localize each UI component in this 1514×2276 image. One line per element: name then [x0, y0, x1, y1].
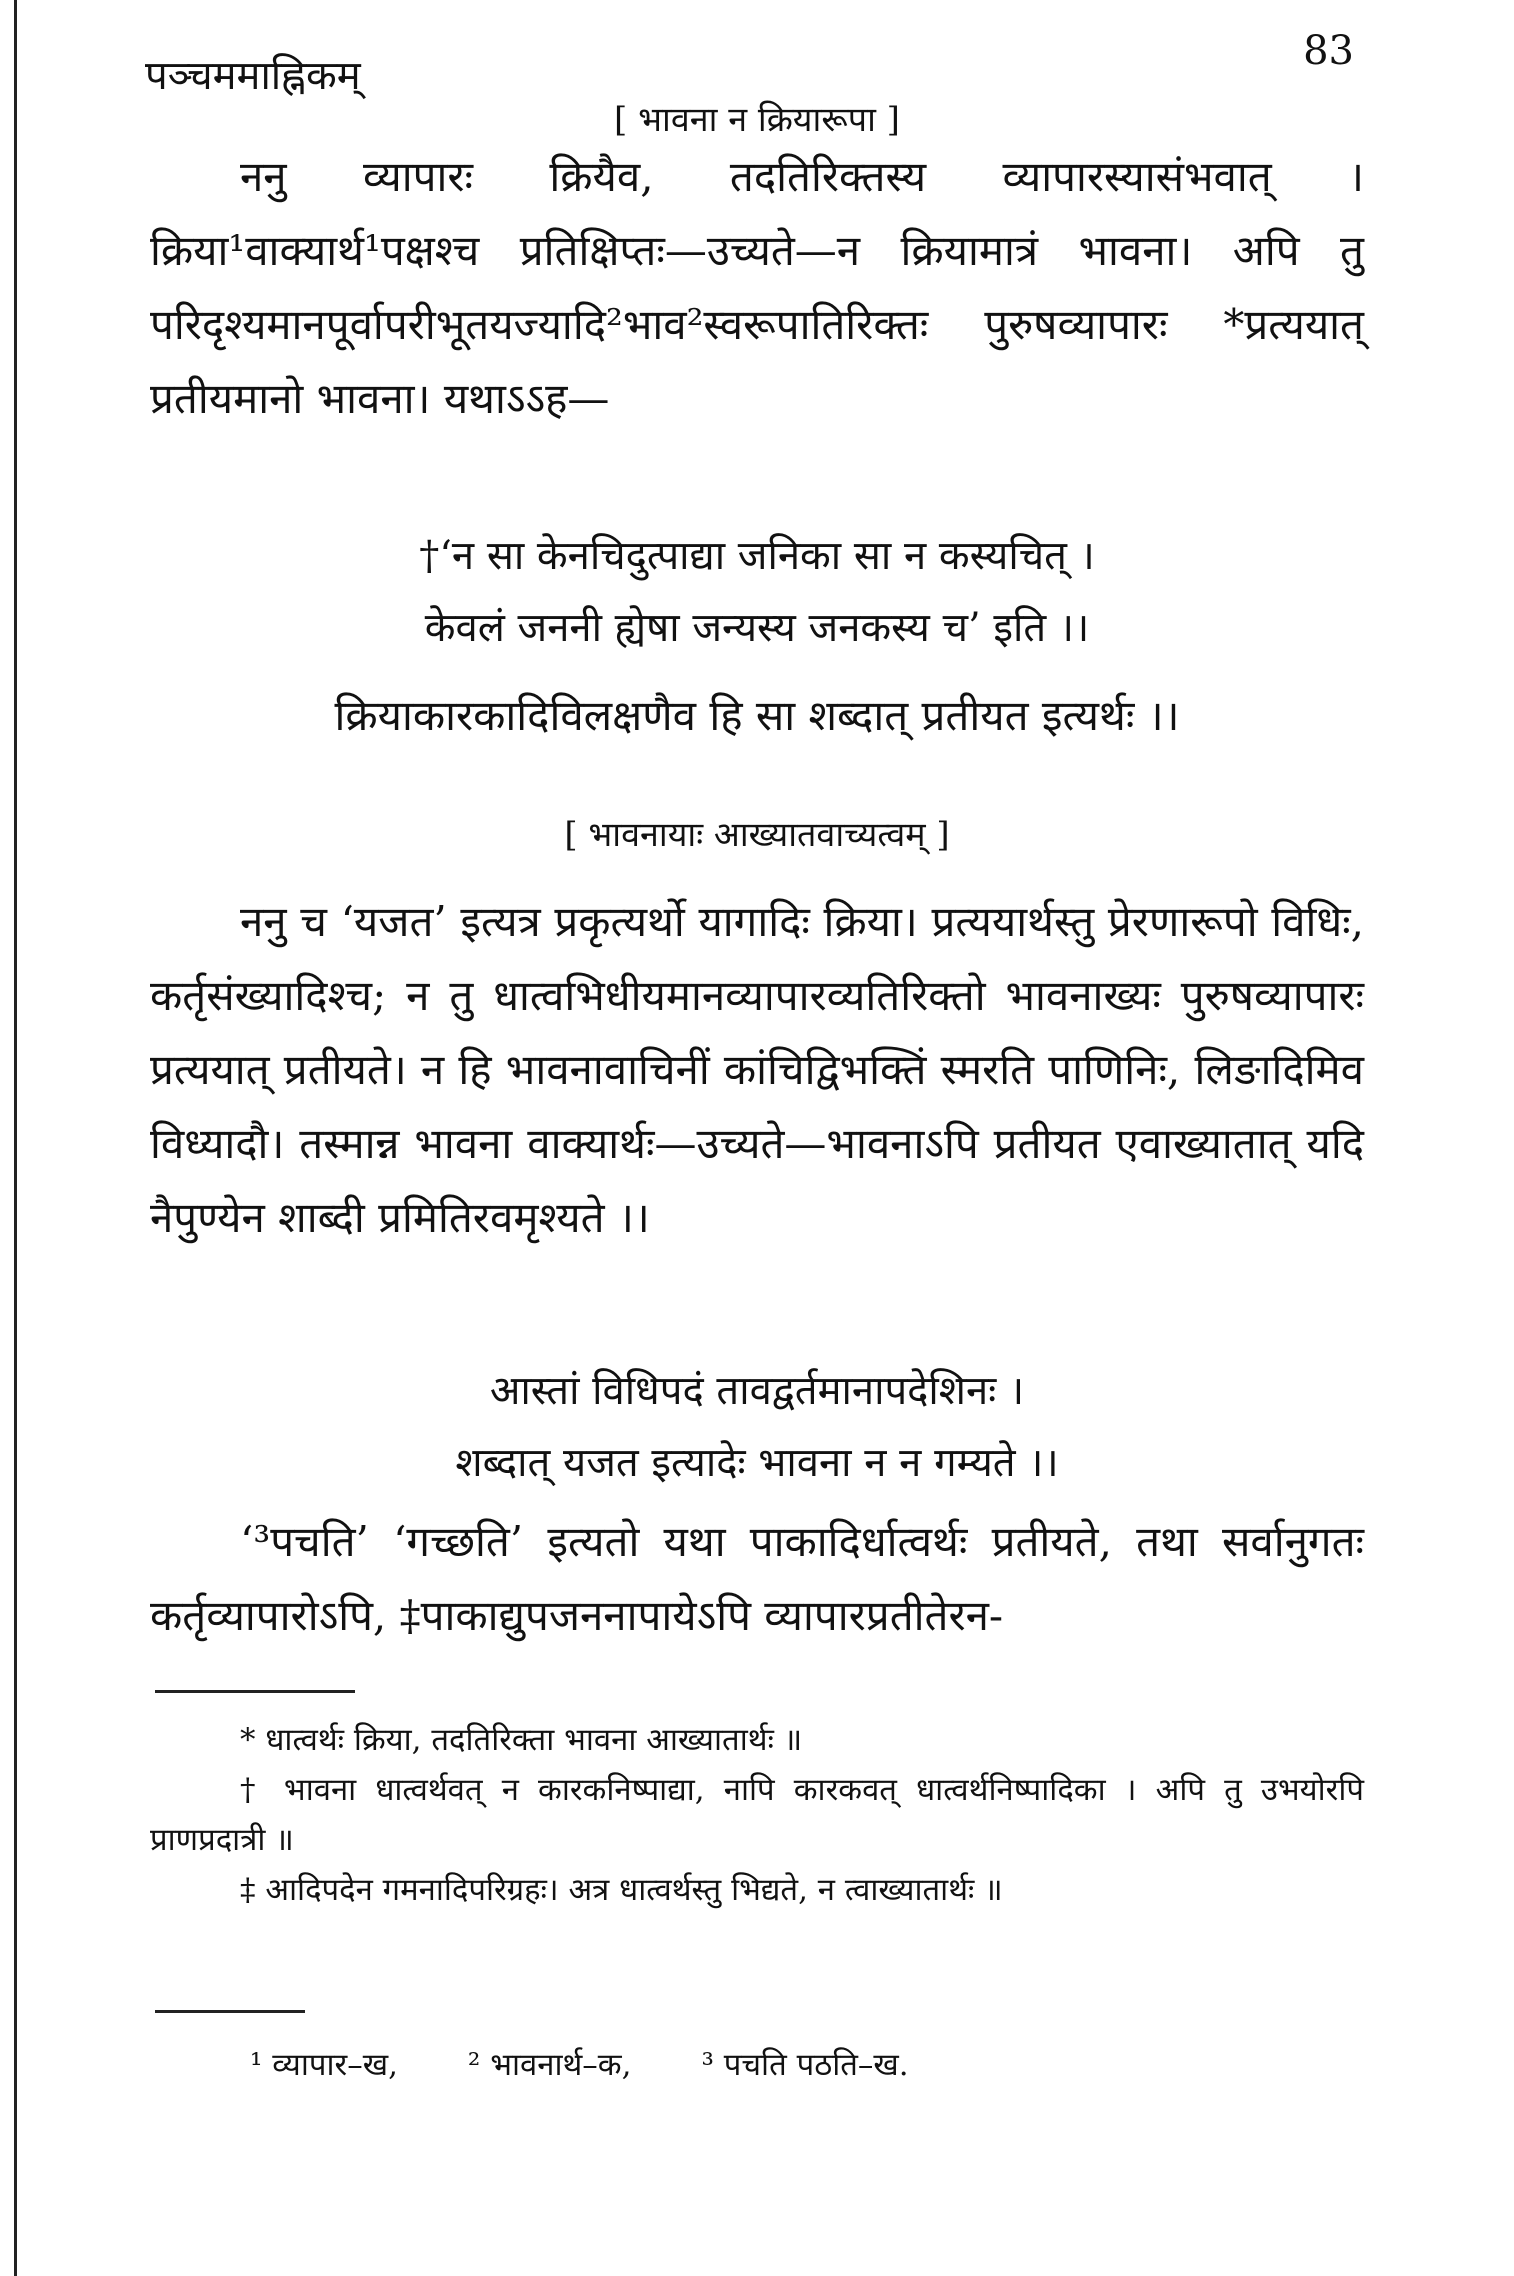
conclusion-block [150, 680, 1364, 752]
variant-2: ² भावनार्थ–क, [467, 2047, 632, 2083]
section-2 [150, 810, 1364, 856]
conclusion-line: क्रियाकारकादिविलक्षणैव हि सा शब्दात् प्रतीयत इत्यर्थः ।। [334, 691, 1180, 740]
verse-line: आस्तां विधिपदं तावद्वर्तमानापदेशिनः । [489, 1368, 1025, 1414]
variant-1: ¹ व्यापार–ख, [250, 2047, 398, 2083]
page-number: 83 [1303, 28, 1354, 74]
variant-3: ³ पचति पठति–ख. [701, 2047, 909, 2083]
section-heading: [ भावनायाः आख्यातवाच्यत्वम् ] [564, 815, 950, 855]
section-2-paragraph-block [150, 885, 1364, 1255]
section-2-paragraph-block-2 [150, 1505, 1364, 1653]
page-header [145, 28, 1354, 98]
footnote-star: * धात्वर्थः क्रिया, तदतिरिक्ता भावना आख्यातार्थः ॥ [240, 1722, 803, 1758]
verse-line: †‘न सा केनचिदुत्पाद्या जनिका सा न कस्यचित् । [419, 533, 1095, 579]
section-heading: [ भावना न क्रियारूपा ] [614, 100, 900, 140]
verse-line: शब्दात् यजत इत्यादेः भावना न न गम्यते ।। [455, 1440, 1059, 1486]
paragraph: ननु च ‘यजत’ इत्यत्र प्रकृत्यर्थो यागादिः क्रिया। प्रत्ययार्थस्तु प्रेरणारूपो विधिः, कर्तृसंख्यादिश्च; न तु धात्वभिधीयमानव्यापारव्यतिरिक्तो भावनाख्यः पुरुषव्यापारः प्रत्ययात् प्रतीयते। न हि भावनावाचिनीं कांचिद्विभक्तिं स्मरति पाणिनिः, लिङादिमिव विध्यादौ। तस्मान्न भावना वाक्यार्थः—उच्यते—भावनाऽपि प्रतीयत एवाख्यातात् यदि नैपुण्येन शाब्दी प्रमितिरवमृश्यते ।। [150, 897, 1364, 1242]
variants-separator [155, 2010, 305, 2013]
section-1-paragraph-block [150, 140, 1364, 436]
variant-list [150, 2040, 1364, 2090]
footnotes [150, 1715, 1364, 1915]
verse-line: केवलं जननी ह्येषा जन्यस्य जनकस्य च’ इति ।। [424, 605, 1090, 651]
variant-readings [150, 2040, 1364, 2090]
footnote-double-dagger: ‡ आदिपदेन गमनादिपरिग्रहः। अत्र धात्वर्थस्तु भिद्यते, न त्वाख्यातार्थः ॥ [240, 1872, 1003, 1908]
paragraph: ‘³पचति’ ‘गच्छति’ इत्यतो यथा पाकादिर्धात्वर्थः प्रतीयते, तथा सर्वानुगतः कर्तृव्यापारोऽपि, ‡पाकाद्युपजननापायेऽपि व्यापारप्रतीतेरन- [150, 1517, 1364, 1640]
running-head: पञ्चममाह्निकम् [145, 53, 361, 99]
page-edge-line [14, 0, 17, 2276]
verse-block-2 [150, 1355, 1364, 1499]
footnote-dagger: † भावना धात्वर्थवत् न कारकनिष्पाद्या, नापि कारकवत् धात्वर्थनिष्पादिका । अपि तु उभयोरपि प्राणप्रदात्री ॥ [150, 1772, 1364, 1858]
paragraph: ननु व्यापारः क्रियैव, तदतिरिक्तस्य व्यापारस्यासंभवात् । क्रिया¹वाक्यार्थ¹पक्षश्च प्रतिक्षिप्तः—उच्यते—न क्रियामात्रं भावना। अपि तु परिदृश्यमानपूर्वापरीभूतयज्यादि²भाव²स्वरूपातिरिक्तः पुरुषव्यापारः *प्रत्ययात् प्रतीयमानो भावना। यथाऽऽह— [150, 152, 1364, 423]
verse-block-1 [150, 520, 1364, 664]
footnote-separator [155, 1690, 355, 1693]
section-1 [150, 95, 1364, 141]
